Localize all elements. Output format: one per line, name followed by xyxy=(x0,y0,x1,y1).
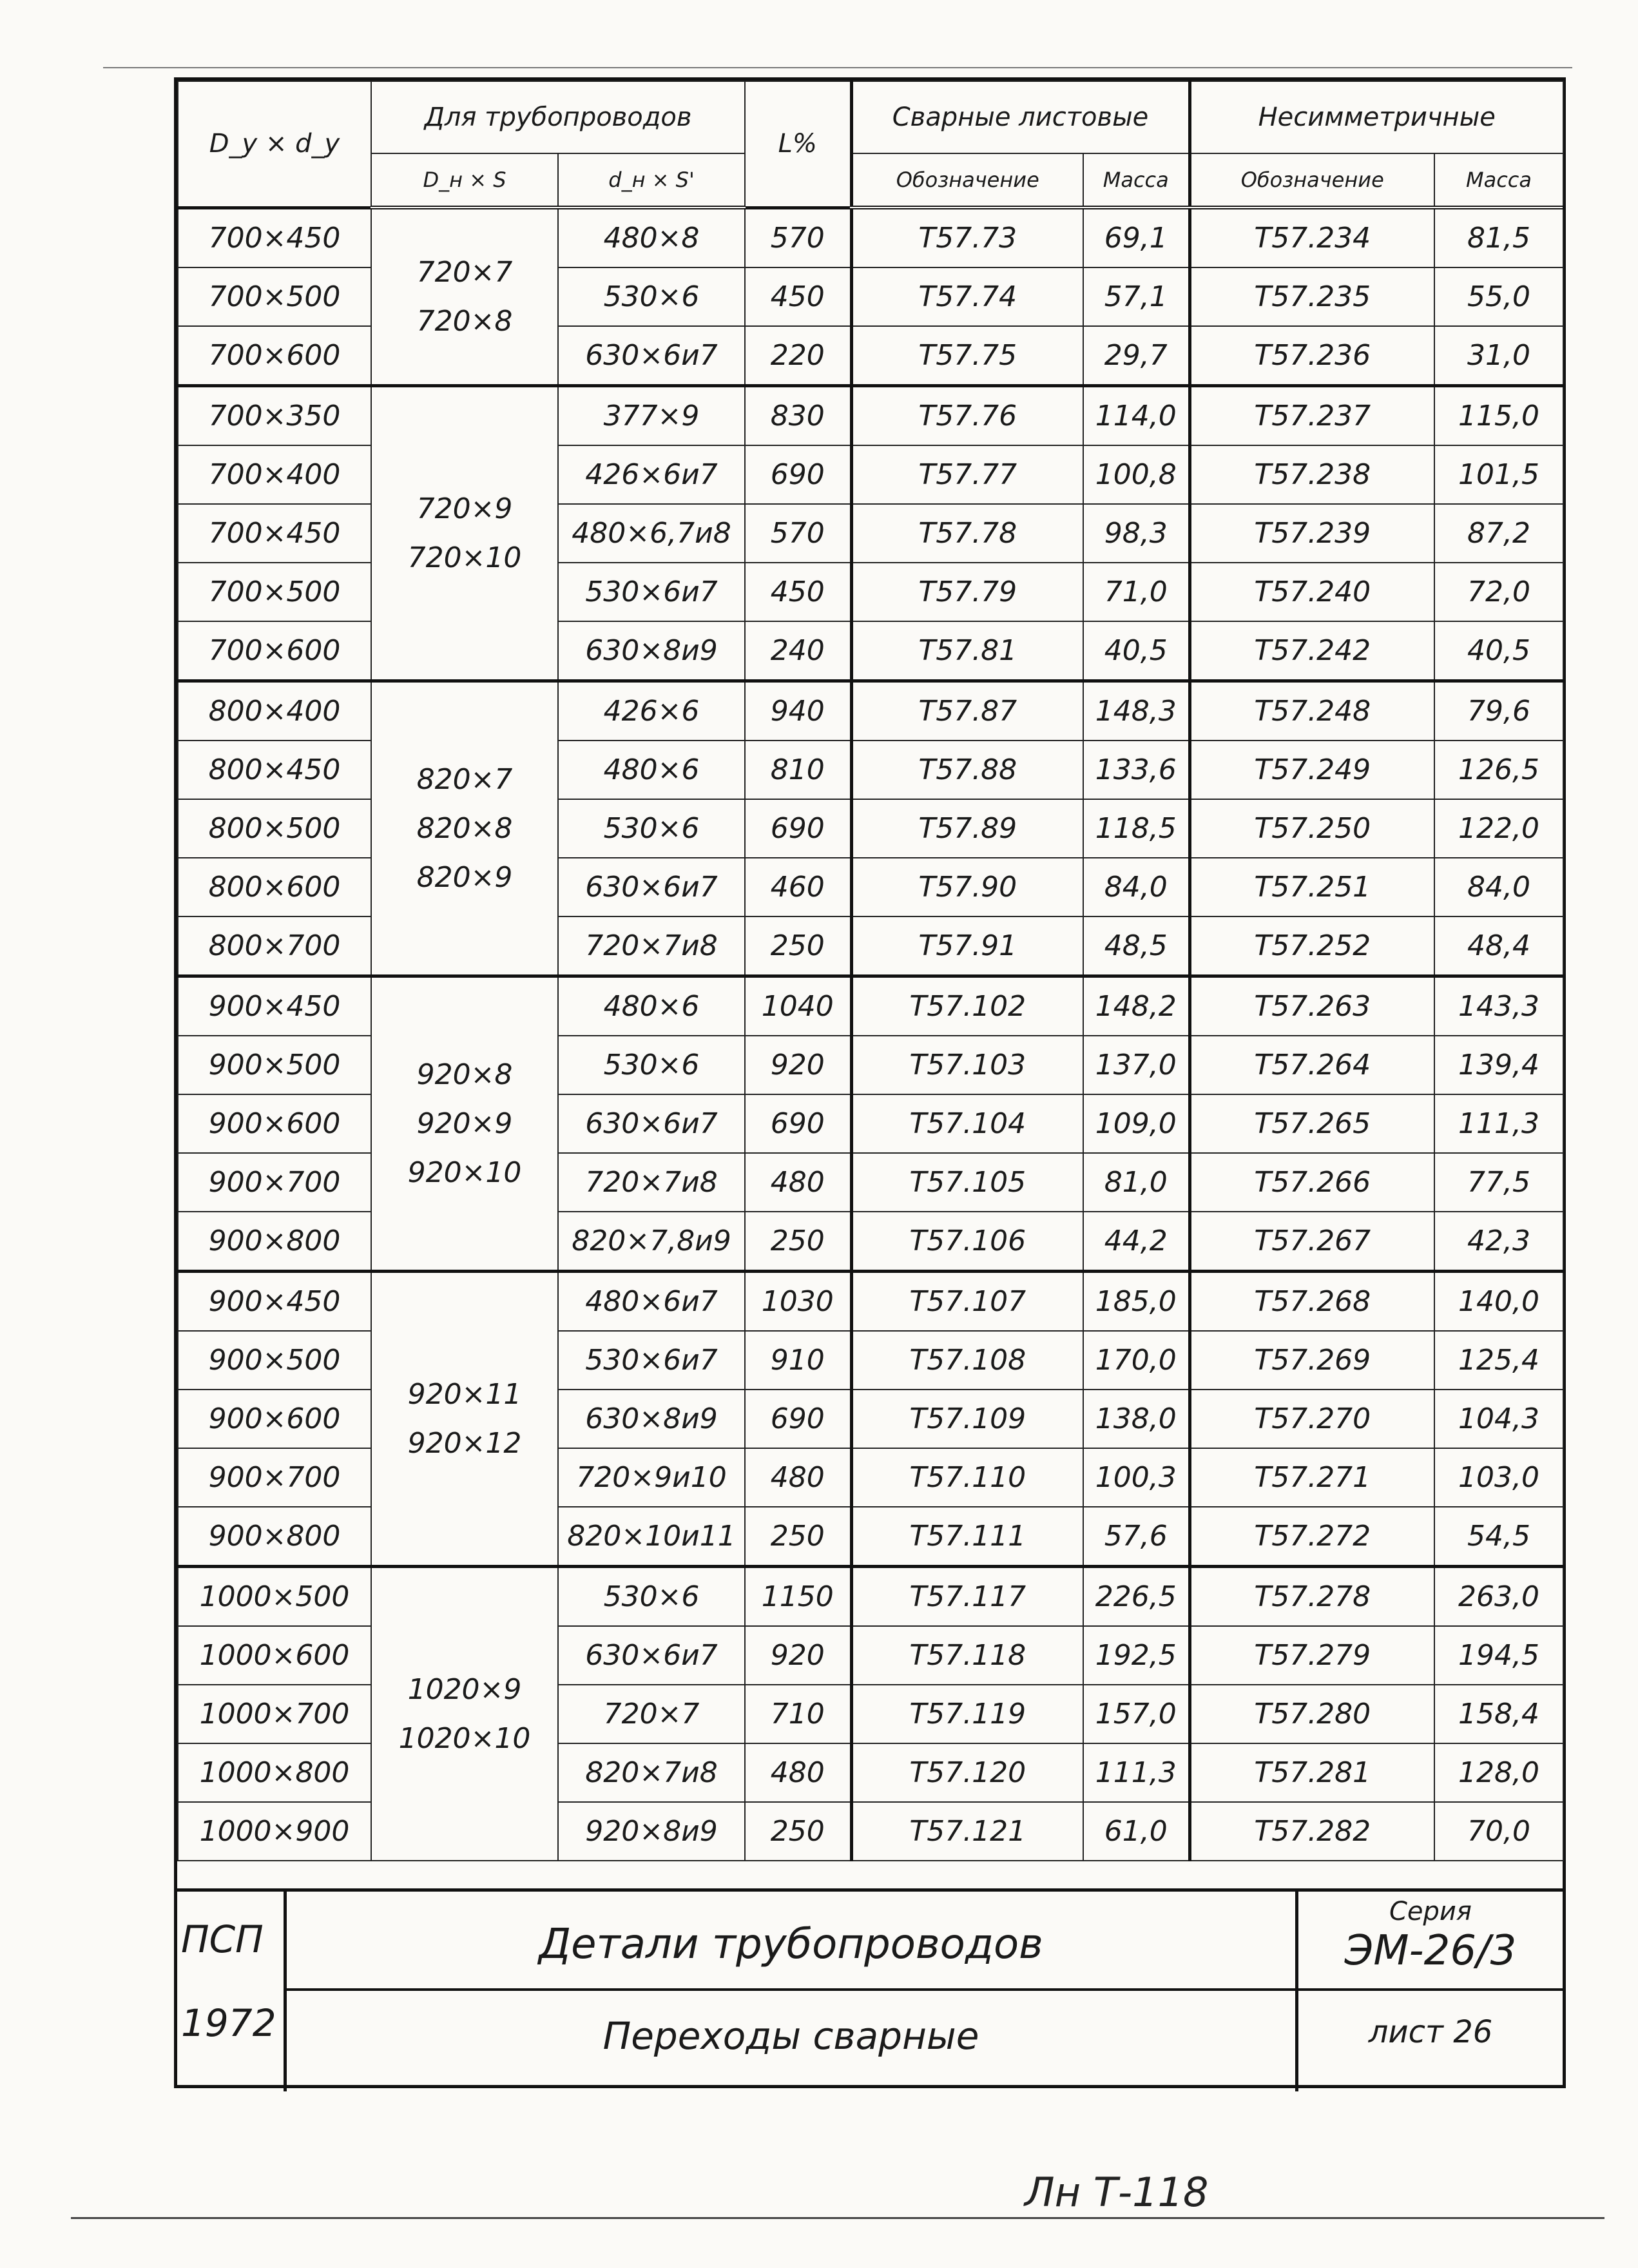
cell-mass: 118,5 xyxy=(1083,799,1190,858)
cell-mass-2: 139,4 xyxy=(1434,1036,1563,1094)
org-year: 1972 xyxy=(181,2001,276,2045)
cell-dy: 700×450 xyxy=(178,504,371,563)
cell-mass-2: 40,5 xyxy=(1434,621,1563,681)
cell-dy: 700×350 xyxy=(178,386,371,446)
cell-mass-2: 125,4 xyxy=(1434,1331,1563,1390)
table-row xyxy=(178,681,1563,741)
cell-length: 920 xyxy=(745,1626,851,1685)
cell-length: 690 xyxy=(745,799,851,858)
cell-dn: 630×6и7 xyxy=(558,1094,745,1153)
cell-designation: Т57.74 xyxy=(851,267,1083,326)
cell-dn: 720×7и8 xyxy=(558,1153,745,1212)
cell-mass: 57,1 xyxy=(1083,267,1190,326)
cell-dy: 900×500 xyxy=(178,1036,371,1094)
cell-length: 690 xyxy=(745,1390,851,1448)
cell-designation-2: Т57.280 xyxy=(1190,1685,1434,1743)
cell-mass: 100,3 xyxy=(1083,1448,1190,1507)
cell-dn: 426×6 xyxy=(558,681,745,741)
header-welded: Сварные листовые xyxy=(851,81,1190,153)
cell-length: 460 xyxy=(745,858,851,916)
cell-designation: Т57.89 xyxy=(851,799,1083,858)
cell-designation-2: Т57.268 xyxy=(1190,1272,1434,1332)
cell-mass: 192,5 xyxy=(1083,1626,1190,1685)
cell-dy: 900×700 xyxy=(178,1153,371,1212)
cell-mass-2: 101,5 xyxy=(1434,445,1563,504)
cell-dy: 1000×900 xyxy=(178,1802,371,1861)
cell-dn: 630×6и7 xyxy=(558,1626,745,1685)
cell-mass-2: 70,0 xyxy=(1434,1802,1563,1861)
cell-dn: 630×8и9 xyxy=(558,621,745,681)
cell-designation: Т57.75 xyxy=(851,326,1083,386)
cell-mass: 185,0 xyxy=(1083,1272,1190,1332)
cell-dn: 720×9и10 xyxy=(558,1448,745,1507)
cell-dy: 700×450 xyxy=(178,208,371,267)
cell-designation: Т57.121 xyxy=(851,1802,1083,1861)
cell-mass-2: 77,5 xyxy=(1434,1153,1563,1212)
table-body xyxy=(178,208,1563,1861)
cell-designation-2: Т57.264 xyxy=(1190,1036,1434,1094)
cell-length: 920 xyxy=(745,1036,851,1094)
cell-mass: 71,0 xyxy=(1083,563,1190,621)
cell-pipe-sizes: 720×7 720×8 xyxy=(371,208,558,386)
cell-dy: 900×800 xyxy=(178,1507,371,1567)
cell-length: 220 xyxy=(745,326,851,386)
cell-designation: Т57.77 xyxy=(851,445,1083,504)
cell-dn: 720×7и8 xyxy=(558,916,745,976)
cell-designation-2: Т57.237 xyxy=(1190,386,1434,446)
cell-designation-2: Т57.265 xyxy=(1190,1094,1434,1153)
cell-designation: Т57.87 xyxy=(851,681,1083,741)
cell-length: 710 xyxy=(745,1685,851,1743)
cell-mass: 98,3 xyxy=(1083,504,1190,563)
table-row xyxy=(178,386,1563,446)
cell-pipe-sizes: 920×8 920×9 920×10 xyxy=(371,976,558,1272)
cell-designation-2: Т57.235 xyxy=(1190,267,1434,326)
cell-designation-2: Т57.271 xyxy=(1190,1448,1434,1507)
cell-dy: 800×500 xyxy=(178,799,371,858)
cell-mass-2: 126,5 xyxy=(1434,741,1563,799)
cell-length: 690 xyxy=(745,1094,851,1153)
cell-designation-2: Т57.238 xyxy=(1190,445,1434,504)
cell-length: 480 xyxy=(745,1448,851,1507)
cell-dn: 480×6,7и8 xyxy=(558,504,745,563)
cell-mass-2: 158,4 xyxy=(1434,1685,1563,1743)
cell-designation-2: Т57.242 xyxy=(1190,621,1434,681)
cell-mass-2: 128,0 xyxy=(1434,1743,1563,1802)
cell-designation: Т57.117 xyxy=(851,1567,1083,1627)
cell-designation: Т57.108 xyxy=(851,1331,1083,1390)
cell-designation-2: Т57.282 xyxy=(1190,1802,1434,1861)
cell-mass-2: 48,4 xyxy=(1434,916,1563,976)
title-block-titles xyxy=(287,1892,1298,2091)
cell-dy: 700×600 xyxy=(178,621,371,681)
cell-mass: 69,1 xyxy=(1083,208,1190,267)
cell-mass-2: 143,3 xyxy=(1434,976,1563,1036)
cell-mass: 40,5 xyxy=(1083,621,1190,681)
header-L: L% xyxy=(745,81,851,208)
cell-designation: Т57.104 xyxy=(851,1094,1083,1153)
title-block xyxy=(177,1888,1563,2091)
cell-mass: 148,3 xyxy=(1083,681,1190,741)
cell-mass: 111,3 xyxy=(1083,1743,1190,1802)
cell-mass-2: 103,0 xyxy=(1434,1448,1563,1507)
cell-dy: 1000×600 xyxy=(178,1626,371,1685)
cell-dy: 800×400 xyxy=(178,681,371,741)
cell-length: 250 xyxy=(745,1507,851,1567)
sheet-number: лист 26 xyxy=(1368,2014,1493,2050)
cell-length: 250 xyxy=(745,916,851,976)
header-DnS: D_н × S xyxy=(371,153,558,208)
cell-length: 1030 xyxy=(745,1272,851,1332)
cell-mass-2: 115,0 xyxy=(1434,386,1563,446)
cell-dn: 630×6и7 xyxy=(558,326,745,386)
cell-mass: 114,0 xyxy=(1083,386,1190,446)
header-mass-2: Масса xyxy=(1434,153,1563,208)
cell-dn: 530×6 xyxy=(558,1567,745,1627)
title-block-series xyxy=(1298,1892,1563,2091)
cell-mass-2: 54,5 xyxy=(1434,1507,1563,1567)
cell-dn: 530×6 xyxy=(558,799,745,858)
cell-designation: Т57.109 xyxy=(851,1390,1083,1448)
cell-mass: 61,0 xyxy=(1083,1802,1190,1861)
cell-dy: 700×400 xyxy=(178,445,371,504)
cell-mass: 138,0 xyxy=(1083,1390,1190,1448)
cell-designation-2: Т57.263 xyxy=(1190,976,1434,1036)
cell-dn: 480×6 xyxy=(558,741,745,799)
cell-designation-2: Т57.270 xyxy=(1190,1390,1434,1448)
scan-edge-line xyxy=(71,2217,1604,2219)
cell-dn: 720×7 xyxy=(558,1685,745,1743)
cell-designation-2: Т57.279 xyxy=(1190,1626,1434,1685)
cell-mass: 226,5 xyxy=(1083,1567,1190,1627)
cell-mass-2: 79,6 xyxy=(1434,681,1563,741)
cell-dn: 530×6и7 xyxy=(558,563,745,621)
cell-designation-2: Т57.249 xyxy=(1190,741,1434,799)
header-asymmetric: Несимметричные xyxy=(1190,81,1563,153)
cell-mass-2: 122,0 xyxy=(1434,799,1563,858)
cell-mass-2: 194,5 xyxy=(1434,1626,1563,1685)
header-dy: D_y × d_y xyxy=(178,81,371,208)
cell-dn: 920×8и9 xyxy=(558,1802,745,1861)
cell-dn: 630×6и7 xyxy=(558,858,745,916)
cell-designation: Т57.79 xyxy=(851,563,1083,621)
cell-mass: 84,0 xyxy=(1083,858,1190,916)
cell-designation: Т57.111 xyxy=(851,1507,1083,1567)
cell-length: 1040 xyxy=(745,976,851,1036)
cell-pipe-sizes: 920×11 920×12 xyxy=(371,1272,558,1567)
cell-mass-2: 72,0 xyxy=(1434,563,1563,621)
cell-designation: Т57.103 xyxy=(851,1036,1083,1094)
cell-pipe-sizes: 820×7 820×8 820×9 xyxy=(371,681,558,976)
cell-length: 910 xyxy=(745,1331,851,1390)
cell-length: 240 xyxy=(745,621,851,681)
cell-dn: 630×8и9 xyxy=(558,1390,745,1448)
cell-dn: 820×10и11 xyxy=(558,1507,745,1567)
cell-mass-2: 104,3 xyxy=(1434,1390,1563,1448)
cell-dy: 900×600 xyxy=(178,1094,371,1153)
cell-designation: Т57.105 xyxy=(851,1153,1083,1212)
cell-dy: 700×600 xyxy=(178,326,371,386)
cell-mass: 57,6 xyxy=(1083,1507,1190,1567)
cell-mass-2: 84,0 xyxy=(1434,858,1563,916)
cell-designation-2: Т57.239 xyxy=(1190,504,1434,563)
cell-length: 450 xyxy=(745,267,851,326)
cell-designation: Т57.88 xyxy=(851,741,1083,799)
cell-dy: 700×500 xyxy=(178,563,371,621)
cell-mass: 100,8 xyxy=(1083,445,1190,504)
cell-dn: 530×6и7 xyxy=(558,1331,745,1390)
cell-length: 1150 xyxy=(745,1567,851,1627)
cell-designation: Т57.76 xyxy=(851,386,1083,446)
cell-mass-2: 42,3 xyxy=(1434,1212,1563,1272)
cell-dn: 480×8 xyxy=(558,208,745,267)
cell-length: 940 xyxy=(745,681,851,741)
cell-designation: Т57.73 xyxy=(851,208,1083,267)
cell-mass: 157,0 xyxy=(1083,1685,1190,1743)
cell-dy: 900×500 xyxy=(178,1331,371,1390)
cell-length: 480 xyxy=(745,1743,851,1802)
cell-dn: 820×7,8и9 xyxy=(558,1212,745,1272)
cell-dy: 800×700 xyxy=(178,916,371,976)
cell-length: 810 xyxy=(745,741,851,799)
cell-mass-2: 87,2 xyxy=(1434,504,1563,563)
cell-dy: 1000×800 xyxy=(178,1743,371,1802)
cell-dy: 900×600 xyxy=(178,1390,371,1448)
cell-dn: 530×6 xyxy=(558,267,745,326)
table-row xyxy=(178,1272,1563,1332)
cell-length: 570 xyxy=(745,208,851,267)
cell-designation: Т57.110 xyxy=(851,1448,1083,1507)
cell-mass: 133,6 xyxy=(1083,741,1190,799)
series-value: ЭМ-26/3 xyxy=(1344,1927,1517,1975)
cell-length: 480 xyxy=(745,1153,851,1212)
cell-designation-2: Т57.236 xyxy=(1190,326,1434,386)
cell-dn: 820×7и8 xyxy=(558,1743,745,1802)
cell-dy: 700×500 xyxy=(178,267,371,326)
table-row xyxy=(178,208,1563,267)
cell-dy: 900×800 xyxy=(178,1212,371,1272)
cell-dy: 900×700 xyxy=(178,1448,371,1507)
cell-designation-2: Т57.234 xyxy=(1190,208,1434,267)
cell-dn: 480×6 xyxy=(558,976,745,1036)
cell-designation-2: Т57.278 xyxy=(1190,1567,1434,1627)
header-designation: Обозначение xyxy=(851,153,1083,208)
cell-designation-2: Т57.269 xyxy=(1190,1331,1434,1390)
cell-length: 690 xyxy=(745,445,851,504)
header-pipelines: Для трубопроводов xyxy=(371,81,745,153)
header-designation-2: Обозначение xyxy=(1190,153,1434,208)
drawing-sheet xyxy=(174,77,1566,2088)
cell-designation: Т57.81 xyxy=(851,621,1083,681)
cell-designation: Т57.120 xyxy=(851,1743,1083,1802)
cell-length: 450 xyxy=(745,563,851,621)
header-mass: Масса xyxy=(1083,153,1190,208)
cell-mass: 29,7 xyxy=(1083,326,1190,386)
cell-designation: Т57.118 xyxy=(851,1626,1083,1685)
cell-designation: Т57.90 xyxy=(851,858,1083,916)
cell-mass-2: 140,0 xyxy=(1434,1272,1563,1332)
cell-length: 250 xyxy=(745,1802,851,1861)
cell-mass: 109,0 xyxy=(1083,1094,1190,1153)
cell-designation: Т57.78 xyxy=(851,504,1083,563)
cell-designation: Т57.107 xyxy=(851,1272,1083,1332)
cell-mass: 48,5 xyxy=(1083,916,1190,976)
cell-mass: 170,0 xyxy=(1083,1331,1190,1390)
cell-designation-2: Т57.251 xyxy=(1190,858,1434,916)
cell-designation: Т57.91 xyxy=(851,916,1083,976)
title-block-org xyxy=(177,1892,287,2091)
cell-dy: 1000×500 xyxy=(178,1567,371,1627)
cell-mass: 148,2 xyxy=(1083,976,1190,1036)
org-name: ПСП xyxy=(181,1917,264,1961)
cell-dy: 900×450 xyxy=(178,976,371,1036)
cell-pipe-sizes: 720×9 720×10 xyxy=(371,386,558,681)
cell-dy: 800×450 xyxy=(178,741,371,799)
title-sub: Переходы сварные xyxy=(602,2014,979,2058)
cell-designation-2: Т57.281 xyxy=(1190,1743,1434,1802)
parts-table xyxy=(177,81,1564,1861)
cell-designation-2: Т57.252 xyxy=(1190,916,1434,976)
cell-mass-2: 81,5 xyxy=(1434,208,1563,267)
cell-length: 570 xyxy=(745,504,851,563)
table-row xyxy=(178,1567,1563,1627)
cell-designation-2: Т57.250 xyxy=(1190,799,1434,858)
cell-mass-2: 31,0 xyxy=(1434,326,1563,386)
archive-stamp: Лн Т-118 xyxy=(1025,2169,1209,2216)
cell-mass: 81,0 xyxy=(1083,1153,1190,1212)
cell-designation-2: Т57.240 xyxy=(1190,563,1434,621)
cell-designation: Т57.102 xyxy=(851,976,1083,1036)
cell-designation-2: Т57.267 xyxy=(1190,1212,1434,1272)
table-row xyxy=(178,976,1563,1036)
cell-designation-2: Т57.248 xyxy=(1190,681,1434,741)
cell-mass-2: 111,3 xyxy=(1434,1094,1563,1153)
cell-pipe-sizes: 1020×9 1020×10 xyxy=(371,1567,558,1861)
cell-designation: Т57.106 xyxy=(851,1212,1083,1272)
header-dnS1: d_н × S' xyxy=(558,153,745,208)
cell-designation-2: Т57.266 xyxy=(1190,1153,1434,1212)
series-label: Серия xyxy=(1389,1897,1472,1926)
cell-dy: 1000×700 xyxy=(178,1685,371,1743)
cell-mass-2: 55,0 xyxy=(1434,267,1563,326)
scan-top-line xyxy=(103,67,1572,68)
cell-length: 830 xyxy=(745,386,851,446)
cell-dn: 377×9 xyxy=(558,386,745,446)
cell-dn: 480×6и7 xyxy=(558,1272,745,1332)
cell-mass: 137,0 xyxy=(1083,1036,1190,1094)
cell-designation-2: Т57.272 xyxy=(1190,1507,1434,1567)
cell-dn: 426×6и7 xyxy=(558,445,745,504)
cell-mass: 44,2 xyxy=(1083,1212,1190,1272)
cell-dy: 900×450 xyxy=(178,1272,371,1332)
title-main: Детали трубопроводов xyxy=(539,1921,1043,1968)
cell-dn: 530×6 xyxy=(558,1036,745,1094)
cell-length: 250 xyxy=(745,1212,851,1272)
cell-mass-2: 263,0 xyxy=(1434,1567,1563,1627)
cell-designation: Т57.119 xyxy=(851,1685,1083,1743)
cell-dy: 800×600 xyxy=(178,858,371,916)
